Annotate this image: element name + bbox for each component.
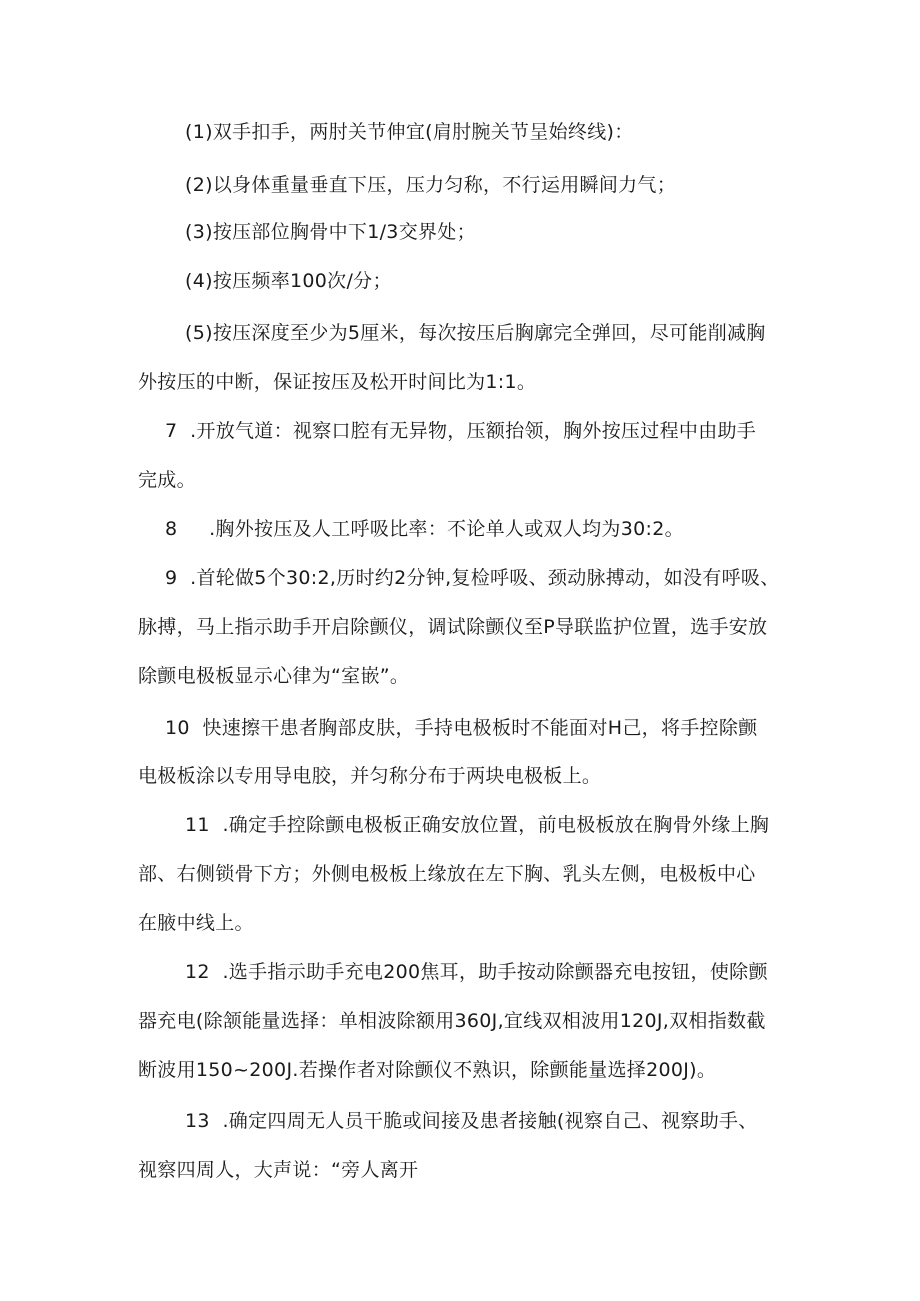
text-line-20: 断波用150~200J.若操作者对除颤仪不熟识，除颤能量选择200J)。 (138, 1059, 717, 1081)
text-line-19: 器充电(除颔能量选择：单相波除额用360J,宜线双相波用120J,双相指数截 (138, 1010, 766, 1032)
text-line-3: (3)按压部位胸骨中下1/3交界处； (185, 221, 476, 243)
text-line-12: 除颤电极板显示心律为“室嵌”。 (138, 665, 410, 687)
text-line-22: 视察四周人，大声说：“旁人离开 (138, 1159, 419, 1181)
text-line-17: 在腋中线上。 (138, 912, 254, 934)
text-line-16: 部、右侧锁骨下方；外侧电极板上缘放在左下胸、乳头左侧，电极板中心 (138, 863, 756, 885)
text-line-10: 9 .首轮做5个30:2,历时约2分钟,复检呼吸、颈动脉搏动，如没有呼吸、 (165, 567, 780, 589)
text-line-11: 脉搏，马上指示助手开启除颤仪，调试除颤仪至P导联监护位置，选手安放 (138, 616, 768, 638)
text-line-14: 电极板涂以专用导电胶，并匀称分布于两块电极板上。 (138, 765, 602, 787)
text-line-7: 7 .开放气道：视察口腔有无异物，压额抬领，胸外按压过程中由助手 (165, 420, 757, 442)
text-line-2: (2)以身体重量垂直下压，压力匀称，不行运用瞬间力气； (185, 174, 677, 196)
text-line-6: 外按压的中断，保证按压及松开时间比为1:1。 (138, 371, 537, 393)
text-line-1: (1)双手扣手，两肘关节伸宜(肩肘腕关节呈始终线)： (185, 121, 634, 143)
text-line-13: 10 快速擦干患者胸部皮肤，手持电极板时不能面对H己，将手控除颤 (165, 717, 758, 739)
text-line-4: (4)按压频率100次/分； (185, 270, 392, 292)
text-line-9: 8 .胸外按压及人工呼吸比率：不论单人或双人均为30:2。 (165, 518, 684, 540)
text-line-5: (5)按压深度至少为5厘米，每次按压后胸廓完全弹回，尽可能削减胸 (185, 322, 766, 344)
text-line-15: 11 .确定手控除颤电极板正确安放位置，前电极板放在胸骨外缘上胸 (185, 814, 770, 836)
text-line-21: 13 .确定四周无人员干脆或间接及患者接触(视察自己、视察助手、 (185, 1110, 758, 1132)
text-line-18: 12 .选手指示助手充电200焦耳，助手按动除颤器充电按钮，使除颤 (185, 961, 768, 983)
text-line-8: 完成。 (138, 469, 196, 491)
